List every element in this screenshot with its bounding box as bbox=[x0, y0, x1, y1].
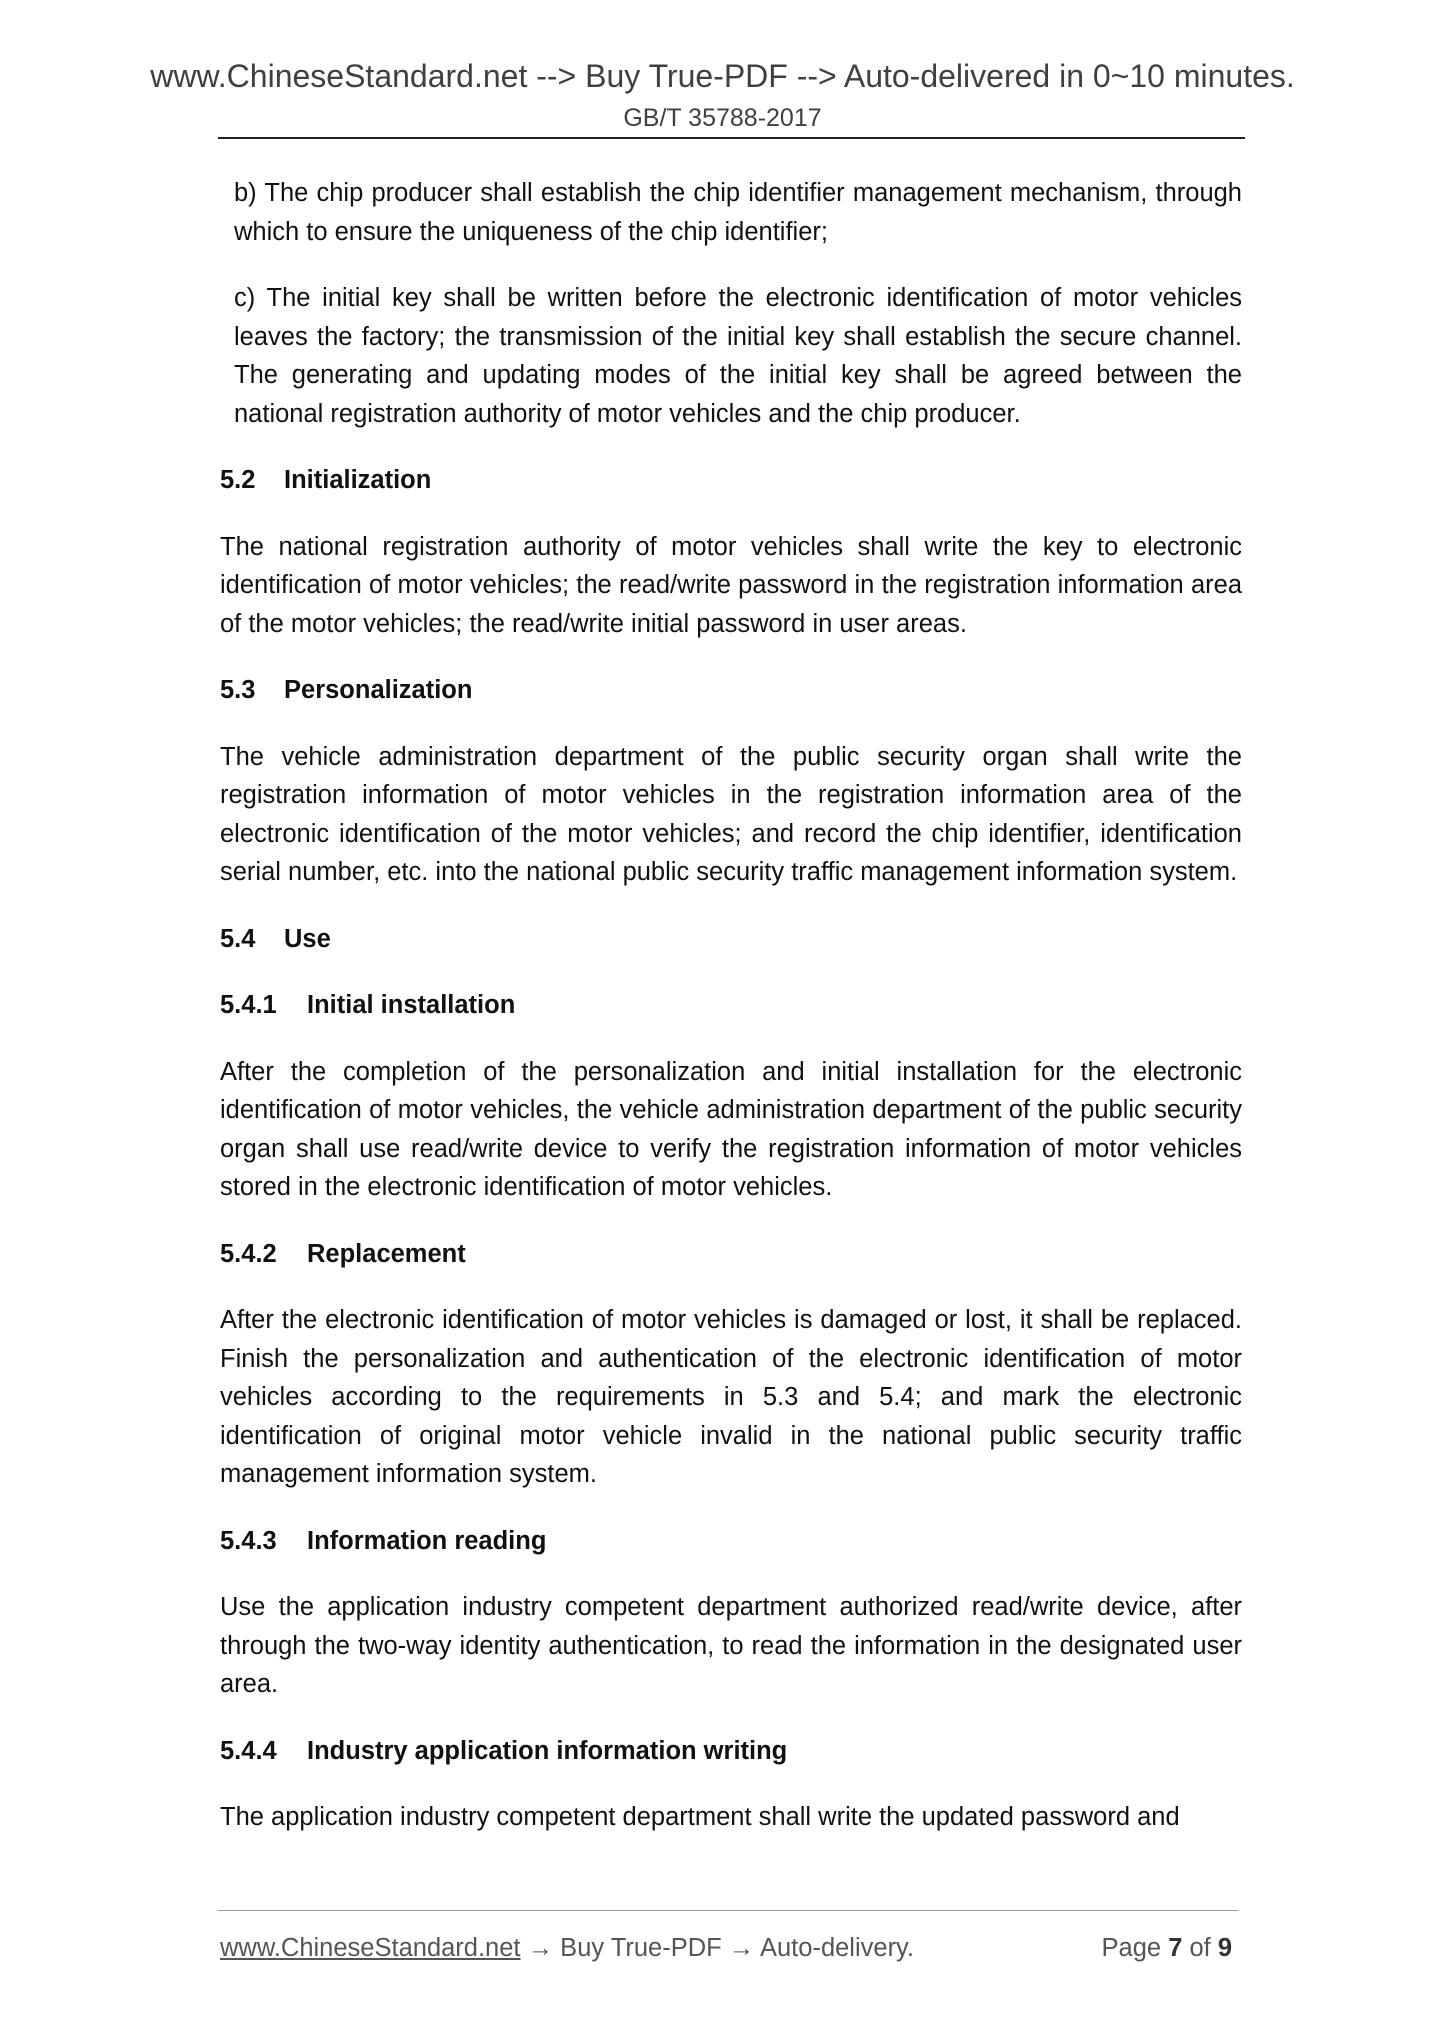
page-total: 9 bbox=[1217, 1934, 1232, 1962]
document-body bbox=[220, 174, 1242, 1865]
section-paragraph-5-4-2: After the electronic identification of motor vehicles is damaged or lost, it shall be replaced. Finish the personalization and authentication of the electronic identification of motor vehicles according to the requirements in 5.3 and 5.4; and mark the electronic identification of original motor vehicle invalid in the national public security traffic management information system. bbox=[220, 1306, 1242, 1488]
page-of: of bbox=[1182, 1934, 1218, 1962]
page-indicator bbox=[1102, 1932, 1232, 1964]
list-item-c: c) The initial key shall be written before the electronic identification of motor vehicles leaves the factory; the transmission of the initial key shall establish the secure channel. The generating and updating modes of the initial key shall be agreed between the national registration authority of motor vehicles and the chip producer. bbox=[234, 284, 1242, 428]
section-title: Replacement bbox=[307, 1239, 466, 1268]
footer-promo bbox=[220, 1932, 914, 1964]
section-heading-5-4-4 bbox=[220, 1732, 1242, 1771]
header-divider bbox=[218, 137, 1245, 139]
section-paragraph-5-3: The vehicle administration department of the public security organ shall write the registration information of motor vehicles in the registration information area of the electronic identification of the motor vehicles; and record the chip identifier, identification serial number, etc. into the national public security traffic management information system. bbox=[220, 742, 1242, 886]
section-heading-5-4 bbox=[220, 920, 1242, 959]
section-number: 5.3 bbox=[220, 676, 256, 704]
section-heading-5-4-1 bbox=[220, 986, 1242, 1025]
footer-promo-text: → Buy True-PDF → Auto-delivery. bbox=[520, 1934, 914, 1962]
section-paragraph-5-4-4: The application industry competent department shall write the updated password and bbox=[220, 1803, 1180, 1831]
top-banner: www.ChineseStandard.net --> Buy True-PDF --> Auto-delivered in 0~10 minutes. bbox=[150, 58, 1295, 94]
section-number: 5.4.3 bbox=[220, 1526, 277, 1555]
section-number: 5.4.1 bbox=[220, 991, 277, 1019]
section-title: Information reading bbox=[307, 1526, 547, 1555]
section-number: 5.4 bbox=[220, 924, 256, 953]
section-paragraph-5-4-3: Use the application industry competent department authorized read/write device, after through the two-way identity authentication, to read the information in the designated user area. bbox=[220, 1593, 1242, 1698]
section-title: Use bbox=[284, 924, 331, 953]
section-title: Initialization bbox=[284, 466, 432, 494]
standard-code: GB/T 35788-2017 bbox=[623, 104, 822, 132]
footer-site-link[interactable]: www.ChineseStandard.net bbox=[220, 1934, 521, 1962]
section-heading-5-2 bbox=[220, 461, 1242, 500]
section-heading-5-4-3 bbox=[220, 1522, 1242, 1561]
page-current: 7 bbox=[1168, 1934, 1183, 1962]
footer-divider bbox=[218, 1910, 1238, 1911]
section-paragraph-5-2: The national registration authority of motor vehicles shall write the key to electronic identification of motor vehicles; the read/write password in the registration information area of the motor vehicles; the read/write initial password in user areas. bbox=[220, 532, 1242, 638]
section-number: 5.4.4 bbox=[220, 1736, 277, 1765]
section-paragraph-5-4-1: After the completion of the personalization and initial installation for the electronic identification of motor vehicles, the vehicle administration department of the public security organ shall use read/write device to verify the registration information of motor vehicles stored in the electronic identification of motor vehicles. bbox=[220, 1057, 1242, 1201]
page-label: Page bbox=[1101, 1934, 1169, 1962]
list-item-b: b) The chip producer shall establish the chip identifier management mechanism, through which to ensure the uniqueness of the chip identifier; bbox=[234, 179, 1242, 246]
section-title: Industry application information writing bbox=[307, 1736, 788, 1765]
section-title: Personalization bbox=[284, 676, 473, 704]
section-number: 5.2 bbox=[220, 466, 256, 494]
section-title: Initial installation bbox=[307, 991, 516, 1019]
section-heading-5-4-2 bbox=[220, 1235, 1242, 1274]
section-heading-5-3 bbox=[220, 671, 1242, 710]
section-number: 5.4.2 bbox=[220, 1239, 277, 1268]
